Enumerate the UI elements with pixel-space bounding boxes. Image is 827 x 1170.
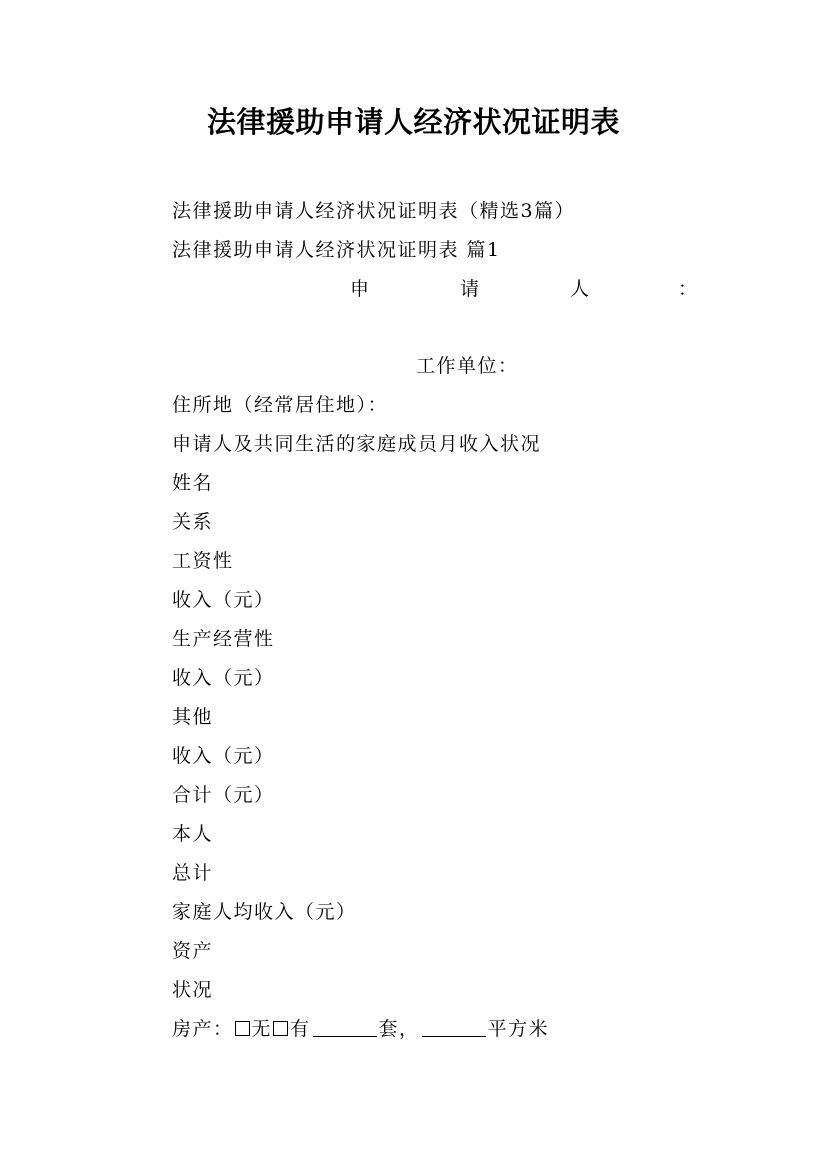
field-subtotal: 合计（元） <box>172 784 275 806</box>
section-heading: 法律援助申请人经济状况证明表 篇1 <box>172 239 501 261</box>
applicant-label-char-3: 人 <box>570 278 590 300</box>
field-self: 本人 <box>172 823 214 845</box>
applicant-label-colon: ： <box>678 278 698 300</box>
work-unit-label: 工作单位： <box>416 355 519 377</box>
field-assets: 资产 <box>172 940 214 962</box>
property-sets-unit: 套， <box>378 1018 420 1040</box>
property-area-unit: 平方米 <box>487 1018 550 1040</box>
field-per-capita-income: 家庭人均收入（元） <box>172 901 357 923</box>
applicant-label-char-1: 申 <box>350 278 370 300</box>
property-count-blank[interactable] <box>313 1018 377 1037</box>
field-relation: 关系 <box>172 511 214 533</box>
property-row <box>172 1016 549 1042</box>
document-subtitle: 法律援助申请人经济状况证明表（精选3篇） <box>172 200 576 222</box>
property-none-label: 无 <box>251 1018 273 1040</box>
property-have-checkbox[interactable] <box>273 1021 288 1036</box>
field-business-income: 收入（元） <box>172 667 275 689</box>
property-have-label: 有 <box>290 1018 311 1040</box>
page-title: 法律援助申请人经济状况证明表 <box>206 105 620 139</box>
field-other: 其他 <box>172 706 214 728</box>
field-name: 姓名 <box>172 472 214 494</box>
income-heading: 申请人及共同生活的家庭成员月收入状况 <box>172 433 542 455</box>
field-wage-income: 收入（元） <box>172 589 275 611</box>
field-business: 生产经营性 <box>172 628 275 650</box>
property-area-blank[interactable] <box>422 1018 486 1037</box>
field-total: 总计 <box>172 862 214 884</box>
applicant-label-char-2: 请 <box>460 278 480 300</box>
residence-label: 住所地（经常居住地）： <box>172 394 389 416</box>
field-status: 状况 <box>172 979 214 1001</box>
field-wage: 工资性 <box>172 550 234 572</box>
property-label: 房产： <box>172 1018 234 1040</box>
property-none-checkbox[interactable] <box>235 1021 250 1036</box>
field-other-income: 收入（元） <box>172 745 275 767</box>
